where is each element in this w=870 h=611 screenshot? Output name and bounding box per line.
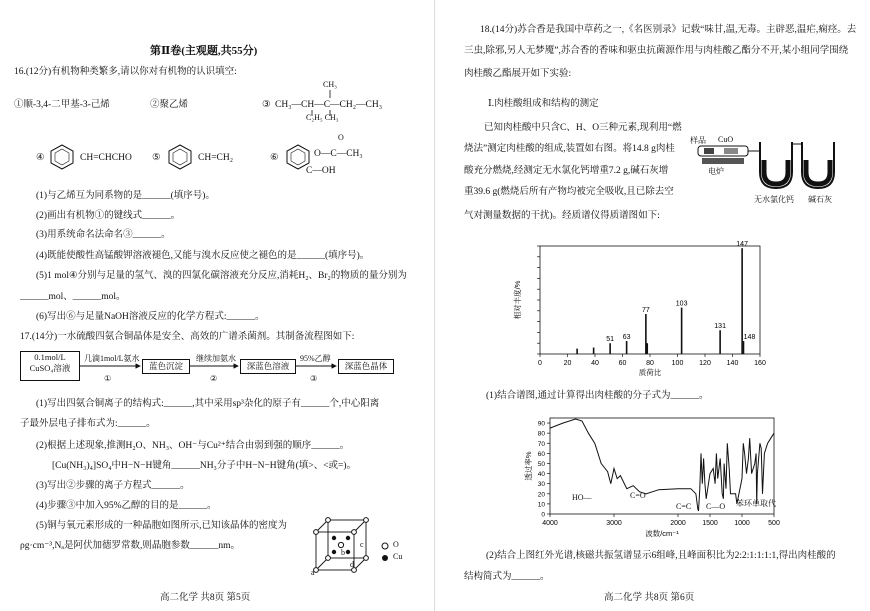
q18-intro-line1: 18.(14分)苏合香是我国中草药之一,《名医别录》记载“味甘,温,无毒。主辟恶,温疟,痫痉。去 — [480, 25, 857, 35]
ms-y-axis-label: 相对丰度/% — [513, 280, 522, 320]
ms-peak-label: 148 — [743, 334, 756, 342]
compound-5-prefix: ⑤ — [152, 153, 161, 163]
apparatus-lime-label: 碱石灰 — [808, 195, 832, 204]
apparatus-cacl2-label: 无水氯化钙 — [754, 195, 794, 204]
q18-intro-line2: 三虫,除邪,另人无梦魇”,苏合香的香味和驱虫抗菌源作用与肉桂酸乙酯分不开,某小组同学围绕 — [464, 46, 849, 56]
q18-para-line1: 已知肉桂酸中只含C、H、O三种元素,现利用“燃 — [484, 123, 682, 133]
flow-box-cuso4-line1: 0.1mol/L — [34, 352, 66, 362]
compound-5-substituent: CH=CH₂ — [198, 153, 234, 163]
ir-label-oh: HO— — [572, 493, 592, 502]
ir-x-tick-label: 3000 — [606, 520, 622, 527]
ir-x-tick-label: 1500 — [702, 520, 718, 527]
q17-part1: (1)写出四氨合铜离子的结构式:______,其中采用sp³杂化的原子有______个,中心阳离 — [36, 399, 380, 409]
left-footer: 高二化学 共8页 第5页 — [160, 593, 251, 603]
ms-x-tick-label: 140 — [726, 360, 739, 367]
right-footer: 高二化学 共8页 第6页 — [604, 593, 695, 603]
q17-part1-cont: 子最外层电子排布式为:______。 — [20, 419, 156, 429]
q18-part1-title: Ⅰ.肉桂酸组成和结构的测定 — [488, 99, 599, 109]
q16-part5-answer: ______mol、______mol。 — [20, 292, 126, 302]
ir-y-tick-label: 50 — [537, 460, 545, 468]
q17-part4: (4)步骤③中加入95%乙醇的目的是______。 — [36, 501, 217, 511]
ir-label-carbonyl: C=O — [630, 491, 646, 500]
unit-cell-label-b: b — [341, 548, 345, 557]
ir-y-tick-label: 60 — [537, 450, 545, 458]
q16-part3: (3)用系统命名法命名③______。 — [36, 230, 171, 240]
apparatus-sample-label: 样品 — [690, 136, 706, 145]
q16-part2: (2)画出有机物①的键线式______。 — [36, 211, 181, 221]
compound-1: ①顺-3,4-二甲基-3-己烯 — [14, 100, 110, 110]
flow-arrow1-label: 几滴1mol/L氨水 — [84, 354, 140, 363]
ir-y-tick-label: 0 — [541, 511, 545, 519]
ir-y-tick-label: 20 — [537, 491, 545, 499]
ir-x-axis-label: 波数/cm⁻¹ — [645, 529, 679, 538]
flow-arrow3-label: 95%乙醇 — [300, 354, 331, 363]
ir-spectrum-chart — [522, 412, 784, 540]
q18-para-line3: 酸充分燃烧,经测定无水氯化钙增重7.2 g,碱石灰增 — [464, 166, 669, 176]
ms-peak-label: 131 — [714, 323, 726, 331]
q18-para-line5: 气对测量数据的干扰)。经质谱仪得质谱图如下: — [464, 211, 660, 221]
q18-question2-cont: 结构简式为______。 — [464, 572, 550, 582]
ir-x-tick-label: 500 — [768, 520, 780, 527]
flow-box-solution: 深蓝色溶液 — [240, 359, 296, 374]
ir-x-tick-label: 1000 — [734, 520, 750, 527]
q18-intro-line3: 肉桂酸乙酯展开如下实验: — [464, 69, 572, 79]
legend-copper: Cu — [393, 552, 403, 561]
benzene-ring-5-icon — [166, 143, 194, 171]
ms-x-tick-label: 40 — [591, 360, 599, 367]
ms-peak-label: 77 — [641, 307, 650, 315]
ir-y-tick-label: 90 — [537, 420, 545, 428]
ms-x-tick-label: 100 — [671, 360, 684, 367]
ms-x-tick-label: 120 — [699, 360, 711, 367]
benzene-ring-4-icon — [48, 143, 76, 171]
q17-part2-cont: [Cu(NH₃)₄]SO₄中H−N−H键角______NH₃分子中H−N−H键角(填>、<或=)。 — [52, 461, 357, 471]
compound-2: ②聚乙烯 — [150, 100, 189, 110]
legend-markers — [380, 541, 392, 565]
compound-6-prefix: ⑥ — [270, 153, 279, 163]
q18-para-line2: 烧法”测定肉桂酸的组成,装置如右图。将14.8 g肉桂 — [464, 144, 675, 154]
q18-para-line4: 重39.6 g(燃烧后所有产物均被完全吸收,且已除去空 — [464, 187, 674, 197]
compound-3-prefix: ③ — [262, 100, 271, 110]
q17-intro: 17.(14分)一水硫酸四氨合铜晶体是安全、高效的广谱杀菌剂。其制备流程图如下: — [20, 332, 355, 342]
ir-y-tick-label: 10 — [537, 501, 545, 509]
ir-y-tick-label: 70 — [537, 440, 545, 448]
mass-spectrum-chart — [498, 238, 790, 376]
flow-arrows — [0, 340, 434, 380]
q17-part5: (5)铜与氧元素形成的一种晶胞如图所示,已知该晶体的密度为 — [36, 521, 287, 531]
ms-peak-label: 51 — [606, 336, 615, 344]
compound-3-top: CH₃ — [323, 80, 337, 89]
q17-part3: (3)写出②步骤的离子方程式______。 — [36, 481, 190, 491]
ms-peak-label: 103 — [675, 300, 688, 308]
ms-x-tick-label: 0 — [538, 360, 542, 367]
unit-cell-label-c: c — [360, 540, 364, 549]
q16-part5: (5)1 mol④分别与足量的氢气、溴的四氯化碳溶液充分反应,消耗H₂、Br₂的物质的量分别为 — [36, 271, 407, 281]
unit-cell-label-d: d — [350, 560, 354, 569]
compound-3-bottom: C₂H₅ CH₃ — [306, 113, 339, 122]
unit-cell-diagram — [312, 516, 374, 576]
apparatus-furnace-label: 电炉 — [708, 167, 724, 176]
q16-part4: (4)既能使酸性高锰酸钾溶液褪色,又能与溴水反应使之褪色的是______(填序号)。 — [36, 251, 370, 261]
ir-x-tick-label: 2000 — [670, 520, 686, 527]
page-divider — [434, 0, 435, 611]
flow-step1: ① — [104, 374, 112, 383]
q16-part6: (6)写出⑥与足量NaOH溶液反应的化学方程式:______。 — [36, 312, 265, 322]
apparatus-cuo-label: CuO — [718, 135, 734, 144]
ms-x-tick-label: 20 — [563, 360, 572, 367]
compound-6-acid: C—OH — [306, 166, 336, 176]
ir-label-co: C—O — [706, 502, 726, 511]
section-title: 第Ⅱ卷(主观题,共55分) — [150, 45, 258, 57]
flow-step3: ③ — [310, 374, 318, 383]
ms-x-axis-label: 质荷比 — [638, 368, 662, 376]
flow-box-cuso4-line2: CuSO₄溶液 — [29, 363, 71, 373]
ir-y-axis-label: 透过率% — [524, 451, 533, 481]
ir-label-benzene: 苯环单取代 — [736, 499, 776, 508]
unit-cell-label-a: a — [311, 568, 315, 577]
flow-box-crystal: 深蓝色晶体 — [338, 359, 394, 374]
ir-y-tick-label: 40 — [537, 471, 545, 479]
q16-part1: (1)与乙烯互为同系物的是______(填序号)。 — [36, 191, 215, 201]
ms-peak-label: 147 — [736, 241, 748, 249]
ir-x-tick-label: 4000 — [542, 520, 558, 527]
q18-question1: (1)结合谱图,通过计算得出肉桂酸的分子式为______。 — [486, 391, 709, 401]
compound-4-substituent: CH=CHCHO — [80, 153, 132, 163]
flow-arrow2-label: 继续加氨水 — [196, 354, 236, 363]
flow-box-precipitate: 蓝色沉淀 — [142, 359, 190, 374]
flow-step2: ② — [210, 374, 218, 383]
ms-peak-label: 63 — [622, 334, 631, 342]
q18-question2: (2)结合上图红外光谱,核磁共振氢谱显示6组峰,且峰面积比为2:2:1:1:1:1,得出肉桂酸的 — [486, 551, 836, 561]
compound-3-bonds — [300, 88, 360, 118]
ir-y-tick-label: 30 — [537, 481, 545, 489]
q17-part2: (2)根据上述现象,推测H₂O、NH₃、OH⁻与Cu²⁺结合由弱到强的顺序______。 — [36, 441, 350, 451]
q16-intro: 16.(12分)有机物种类繁多,请以你对有机物的认识填空: — [14, 67, 237, 77]
ms-x-tick-label: 60 — [618, 360, 627, 367]
ms-x-tick-label: 160 — [754, 360, 766, 367]
ir-label-alkene: C=C — [676, 502, 692, 511]
ir-y-tick-label: 80 — [537, 430, 545, 438]
compound-3-structure: CH₃—CH—C—CH₂—CH₃ — [275, 100, 383, 110]
q17-part5-cont: ρg·cm⁻³,Nₐ是阿伏加德罗常数,则晶胞参数______nm。 — [20, 541, 240, 551]
compound-6-carbonyl-o: O — [338, 133, 344, 142]
ms-plot-frame — [540, 246, 760, 354]
compound-6-ester: O—C—CH₃ — [314, 149, 363, 159]
compound-4-prefix: ④ — [36, 153, 45, 163]
legend-oxygen: O — [393, 540, 399, 549]
ms-x-tick-label: 80 — [646, 360, 654, 367]
